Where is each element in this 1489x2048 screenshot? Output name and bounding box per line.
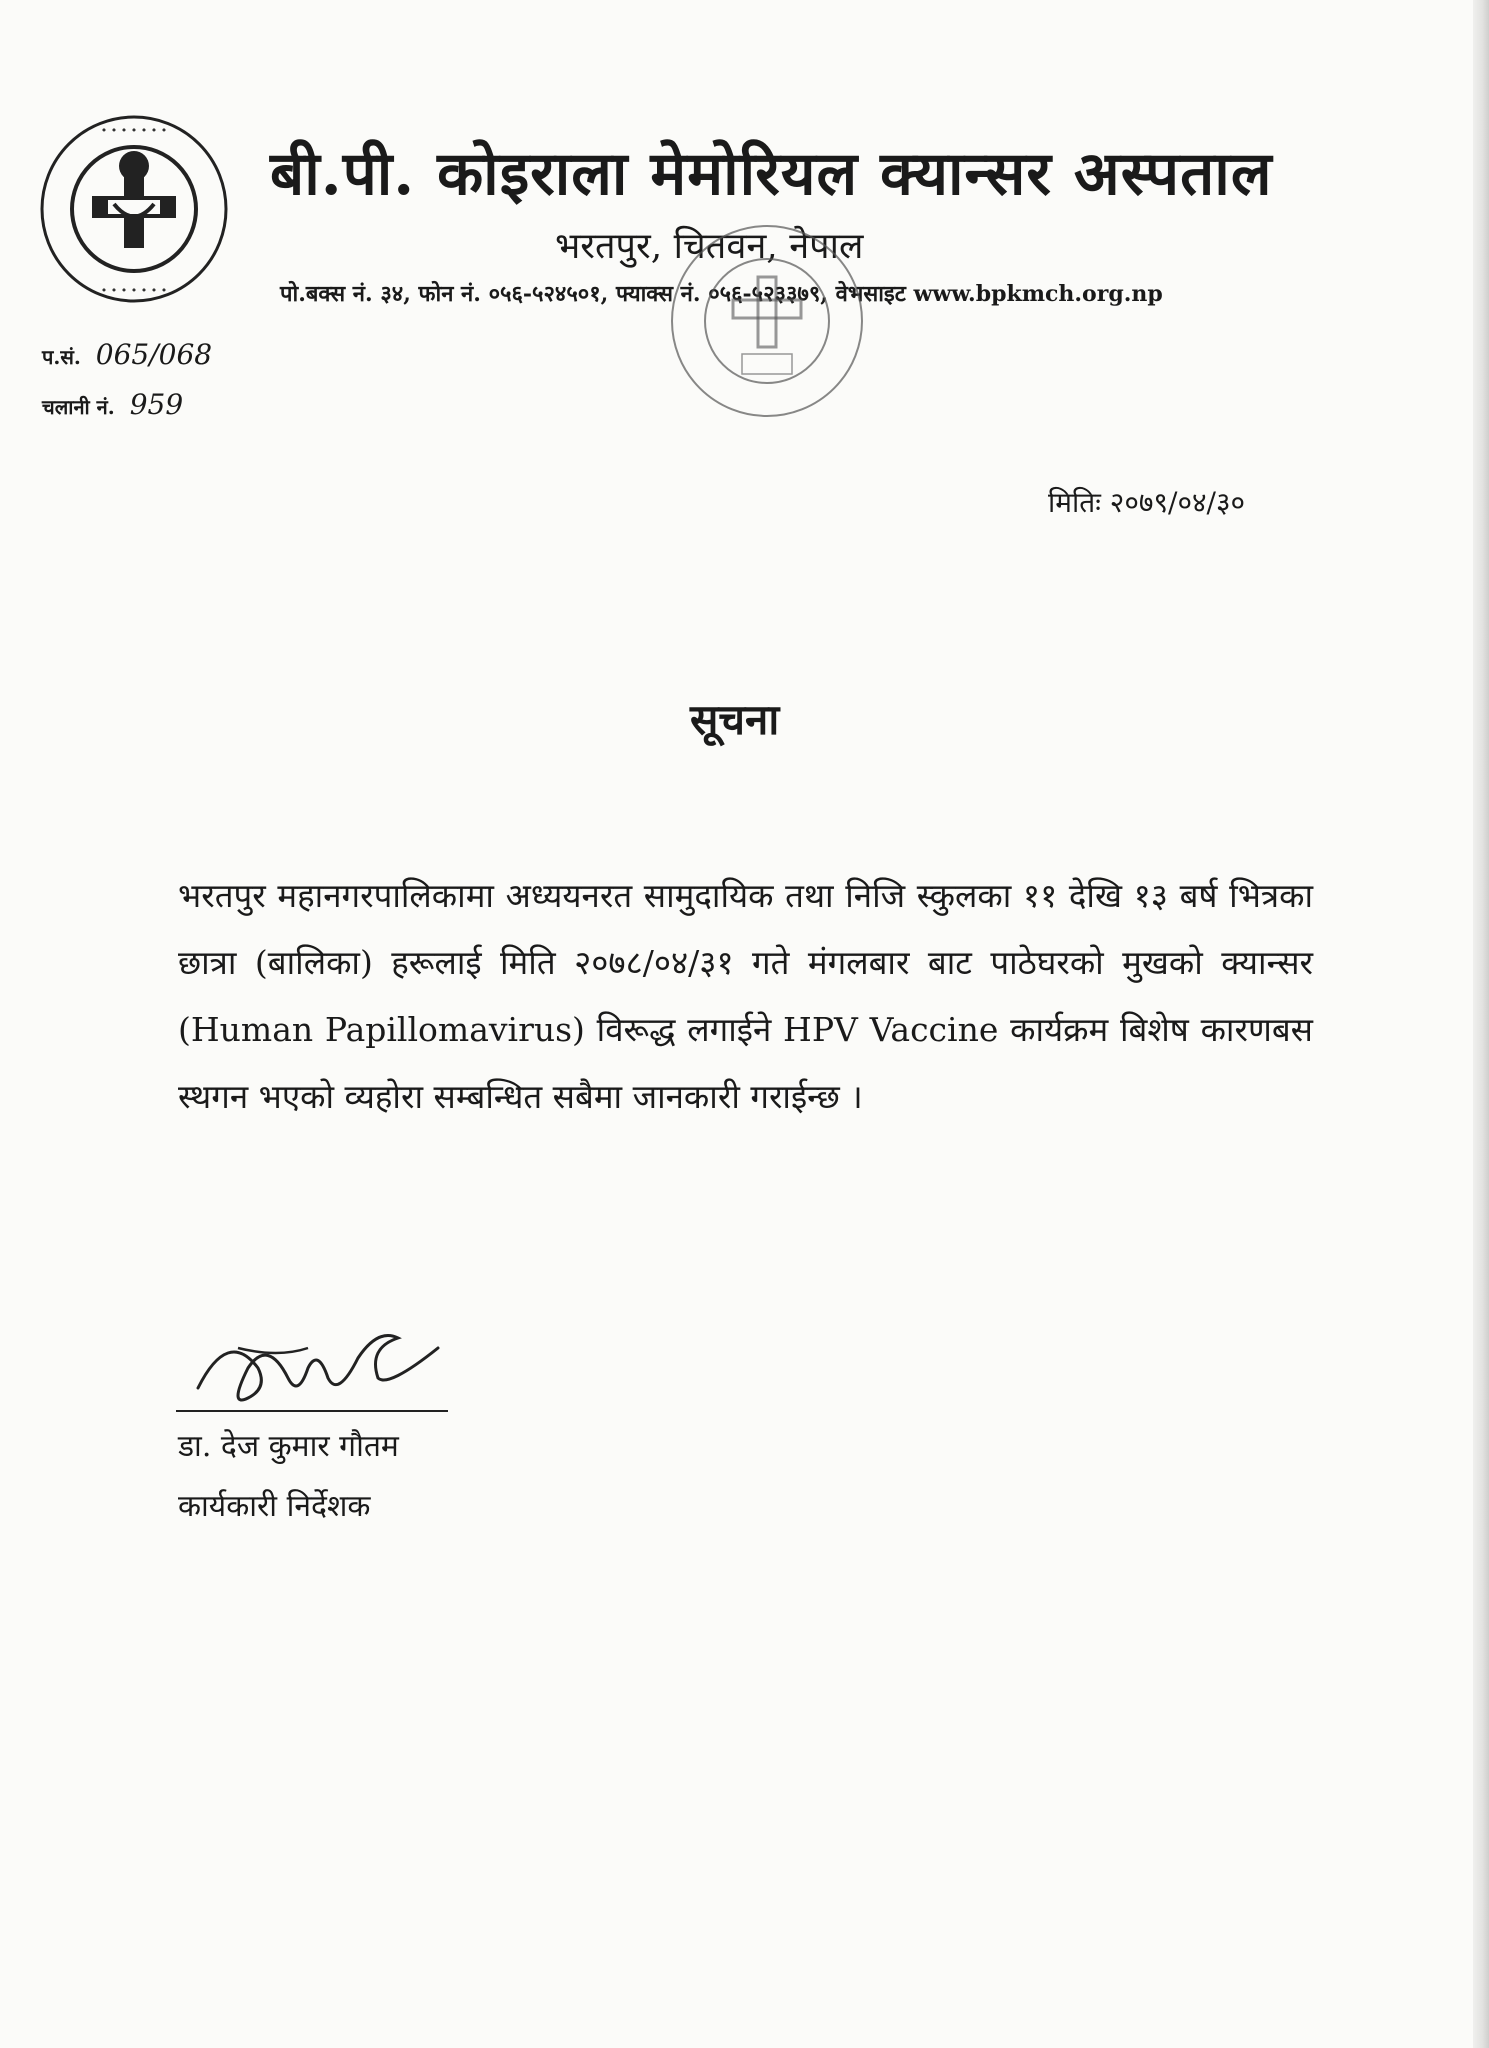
signature-line	[176, 1410, 448, 1412]
notice-heading: सूचना	[690, 695, 780, 744]
chalani-value: 959	[129, 388, 184, 421]
hospital-logo	[34, 104, 234, 319]
svg-text:• • • • • • •: • • • • • • •	[100, 284, 168, 297]
signatory-designation: कार्यकारी निर्देशक	[178, 1489, 371, 1524]
chalani-label: चलानी नं.	[42, 395, 115, 419]
signature	[178, 1318, 478, 1418]
hospital-stamp	[668, 222, 866, 420]
patra-sankhya	[42, 338, 212, 371]
hospital-name: बी.पी. कोइराला मेमोरियल क्यान्सर अस्पताल	[270, 139, 1273, 209]
signatory-name: डा. देज कुमार गौतम	[178, 1429, 399, 1464]
chalani-number	[42, 388, 183, 421]
patra-label: प.सं.	[42, 345, 81, 369]
hospital-address: भरतपुर, चितवन, नेपाल	[555, 226, 864, 267]
patra-value: 065/068	[95, 338, 213, 371]
paper-edge	[1473, 0, 1489, 2048]
website-link[interactable]: www.bpkmch.org.np	[913, 281, 1163, 307]
notice-body: भरतपुर महानगरपालिकामा अध्ययनरत सामुदायिक तथा निजि स्कुलका ११ देखि १३ बर्ष भित्रका छात्रा (बालिका) हरूलाई मिति २०७८/०४/३१ गते मंगलबार बाट पाठेघरको मुखको क्यान्सर (Human Papillomavirus) विरूद्ध लगाईने HPV Vaccine कार्यक्रम बिशेष कारणबस स्थगन भएको व्यहोरा सम्बन्धित सबैमा जानकारी गराईन्छ ।	[178, 876, 1313, 1116]
notice-date: मितिः २०७९/०४/३०	[1048, 486, 1246, 519]
svg-text:• • • • • • •: • • • • • • •	[100, 124, 168, 137]
contact-details: पो.बक्स नं. ३४, फोन नं. ०५६-५२४५०१, फ्याक्स नं. ०५६-५२३३७९, वेभसाइट	[280, 281, 906, 307]
